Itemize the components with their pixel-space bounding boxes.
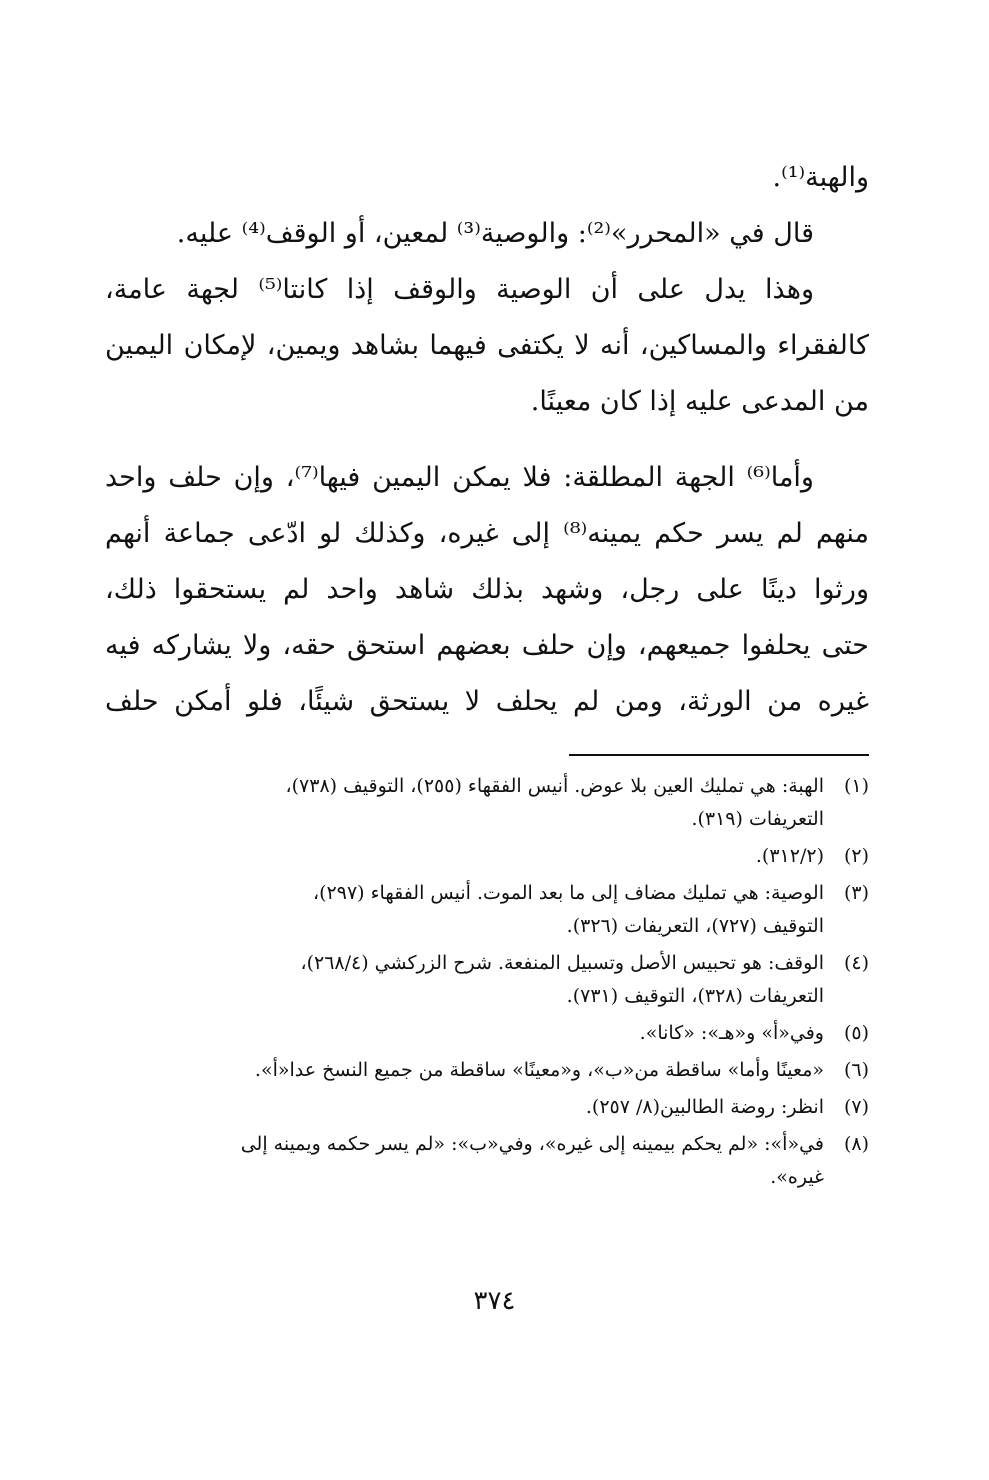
footnote-text	[105, 1091, 824, 1124]
footnote-number: (٣)	[843, 882, 869, 904]
footnote-number: (٤)	[843, 952, 869, 974]
footnote-line: الوقف: هو تحبيس الأصل وتسبيل المنفعة. شرح الزركشي (٢٦٨/٤)،	[300, 952, 824, 974]
footnote-line: الوصية: هي تمليك مضاف إلى ما بعد الموت. أنيس الفقهاء (٢٩٧)،	[312, 882, 824, 904]
page-number: ٣٧٤	[473, 1286, 516, 1316]
footnote-text	[105, 840, 824, 873]
footnote-separator	[569, 754, 869, 756]
footnote-number: (٧)	[843, 1096, 869, 1118]
body-line: منهم لم يسر حكم يمينه⁽⁸⁾ إلى غيره، وكذلك لو ادّعى جماعة أنهم	[105, 518, 869, 549]
footnote-text	[105, 947, 824, 1013]
footnotes	[105, 770, 869, 1194]
footnote-number: (٨)	[843, 1133, 869, 1155]
main-text	[105, 150, 869, 730]
footnote	[105, 947, 869, 1013]
footnote-number: (٥)	[843, 1022, 869, 1044]
body-line: وهذا يدل على أن الوصية والوقف إذا كانتا⁽⁵⁾ لجهة عامة،	[105, 274, 814, 305]
footnote-line: في«أ»: «لم يحكم بيمينه إلى غيره»، وفي«ب»: «لم يسر حكمه ويمينه إلى	[240, 1133, 824, 1155]
body-line: من المدعى عليه إذا كان معينًا.	[530, 386, 869, 417]
body-line: كالفقراء والمساكين، أنه لا يكتفى فيهما بشاهد ويمين، لإمكان اليمين	[105, 330, 869, 361]
body-line: ورثوا دينًا على رجل، وشهد بذلك شاهد واحد لم يستحقوا ذلك،	[105, 574, 869, 605]
footnote-line: غيره».	[770, 1166, 824, 1188]
footnote-line: «معينًا وأما» ساقطة من«ب»، و«معينًا» ساقطة من جميع النسخ عدا«أ».	[254, 1059, 824, 1081]
footnote-line: التعريفات (٣٢٨)، التوقيف (٧٣١).	[566, 985, 824, 1007]
footnote-line: (٣١٢/٢).	[755, 845, 824, 867]
footnote-number: (٦)	[843, 1059, 869, 1081]
footnote-text	[105, 770, 824, 836]
footnote	[105, 1054, 869, 1087]
footnote-text	[105, 1054, 824, 1087]
footnote	[105, 1017, 869, 1050]
footnote-text	[105, 1017, 824, 1050]
footnote	[105, 840, 869, 873]
footnote-line: الهبة: هي تمليك العين بلا عوض. أنيس الفقهاء (٢٥٥)، التوقيف (٧٣٨)،	[285, 775, 824, 797]
footnote-number: (١)	[843, 775, 869, 797]
footnote	[105, 770, 869, 836]
body-line: قال في «المحرر»⁽²⁾: والوصية⁽³⁾ لمعين، أو الوقف⁽⁴⁾ عليه.	[176, 218, 814, 249]
footnote-number: (٢)	[843, 845, 869, 867]
footnote	[105, 1128, 869, 1194]
body-line: وأما⁽⁶⁾ الجهة المطلقة: فلا يمكن اليمين فيها⁽⁷⁾، وإن حلف واحد	[105, 462, 814, 493]
footnote	[105, 1091, 869, 1124]
footnote-line: التوقيف (٧٢٧)، التعريفات (٣٢٦).	[566, 915, 824, 937]
body-line: غيره من الورثة، ومن لم يحلف لا يستحق شيئًا، فلو أمكن حلف	[105, 686, 869, 717]
footnote-text	[105, 877, 824, 943]
footnote	[105, 877, 869, 943]
body-line: حتى يحلفوا جميعهم، وإن حلف بعضهم استحق حقه، ولا يشاركه فيه	[105, 630, 869, 661]
footnote-line: انظر: روضة الطالبين(٨/ ٢٥٧).	[585, 1096, 824, 1118]
footnote-line: التعريفات (٣١٩).	[691, 808, 824, 830]
footnote-text	[105, 1128, 824, 1194]
footnote-line: وفي«أ» و«هـ»: «كانا».	[639, 1022, 824, 1044]
body-line: والهبة⁽¹⁾.	[772, 162, 869, 193]
